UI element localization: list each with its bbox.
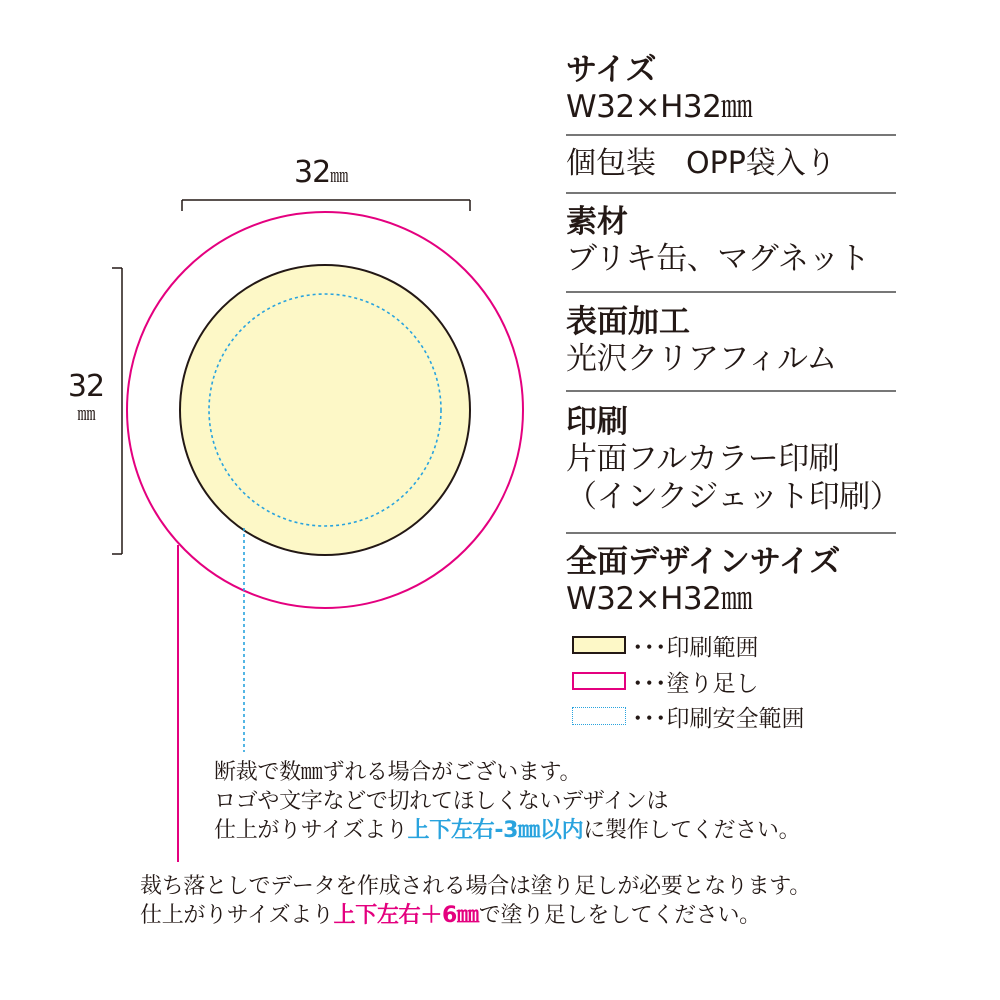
spec-value: ブリキ缶、マグネット xyxy=(566,241,870,277)
spec-printing xyxy=(566,404,901,516)
spec-heading: サイズ xyxy=(566,52,657,88)
spec-surface xyxy=(566,304,896,378)
width-value: 32 xyxy=(294,155,331,190)
print-area-swatch xyxy=(572,636,626,654)
divider xyxy=(566,134,896,136)
width-dimension-bracket xyxy=(182,200,470,211)
note-line xyxy=(214,816,800,845)
spec-heading: 個包装 OPP袋入り xyxy=(566,146,836,181)
divider xyxy=(566,532,896,534)
legend-print-area xyxy=(572,632,759,661)
note-line xyxy=(140,901,811,930)
height-value: 32 xyxy=(67,369,105,404)
divider xyxy=(566,291,896,293)
note-line: 断裁で数㎜ずれる場合がございます。 xyxy=(214,760,582,785)
bleed-swatch xyxy=(572,672,626,690)
width-dimension-label xyxy=(294,155,348,190)
note-text: 仕上がりサイズより xyxy=(140,903,334,928)
note-line: ロゴや文字などで切れてほしくないデザインは xyxy=(214,789,669,814)
spec-value: W32×H32㎜ xyxy=(566,89,752,125)
print-area-circle xyxy=(180,265,470,555)
note-text: 仕上がりサイズより xyxy=(214,818,408,843)
safe-area-note xyxy=(214,758,800,845)
legend-safe-area xyxy=(572,703,805,732)
height-dimension-label xyxy=(64,369,108,425)
spec-heading: 全面デザインサイズ xyxy=(566,544,841,580)
note-text: で塗り足しをしてください。 xyxy=(478,903,761,928)
spec-size xyxy=(566,52,896,126)
height-unit: ㎜ xyxy=(77,404,95,425)
width-unit: ㎜ xyxy=(330,166,348,187)
spec-packaging xyxy=(566,146,896,182)
spec-value: W32×H32㎜ xyxy=(566,581,752,617)
divider xyxy=(566,390,896,392)
legend-label: ･･･印刷範囲 xyxy=(632,634,759,661)
divider xyxy=(566,192,896,194)
spec-design-size xyxy=(566,544,896,618)
safe-area-swatch xyxy=(572,707,626,725)
legend-bleed xyxy=(572,668,759,697)
spec-value: 光沢クリアフィルム xyxy=(566,341,837,377)
note-highlight: 上下左右-3㎜以内 xyxy=(407,818,584,843)
spec-heading: 印刷 xyxy=(566,404,628,440)
spec-value: 片面フルカラー印刷 xyxy=(566,441,840,477)
spec-value: （インクジェット印刷） xyxy=(566,479,901,515)
legend-label: ･･･塗り足し xyxy=(632,670,759,697)
bleed-note xyxy=(140,872,811,930)
note-line: 裁ち落としでデータを作成される場合は塗り足しが必要となります。 xyxy=(140,874,811,899)
spec-heading: 表面加工 xyxy=(566,304,690,340)
note-highlight: 上下左右＋6㎜ xyxy=(333,903,479,928)
spec-material xyxy=(566,204,896,278)
note-text: に製作してください。 xyxy=(583,818,801,843)
legend-label: ･･･印刷安全範囲 xyxy=(632,705,805,732)
height-dimension-bracket xyxy=(112,268,122,554)
spec-heading: 素材 xyxy=(566,204,628,240)
